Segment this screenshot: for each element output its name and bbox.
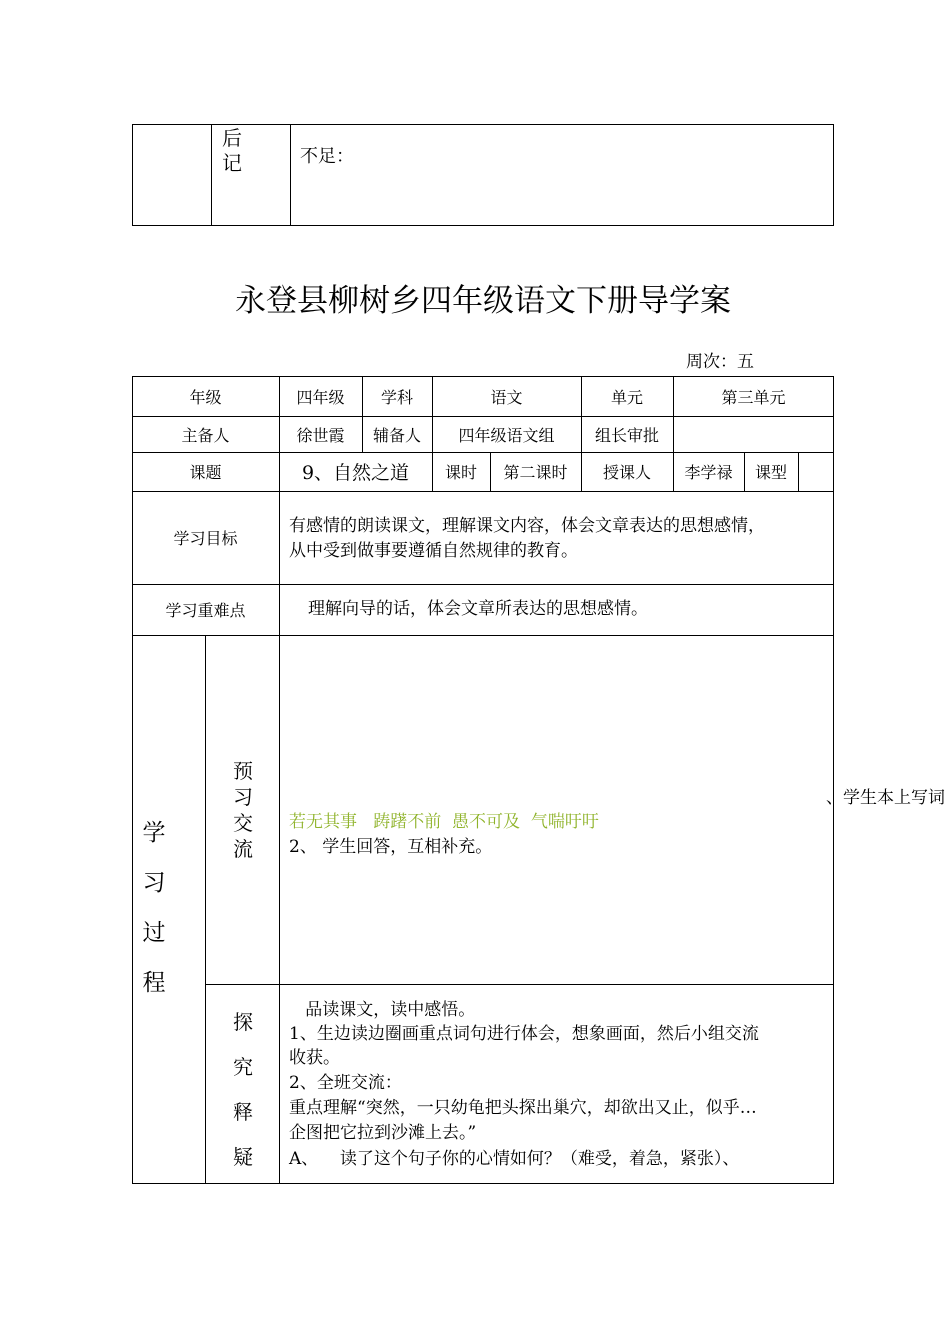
explore-line-3: 收获。 xyxy=(289,1048,340,1068)
page-title: 永登县柳树乡四年级语文下册导学案 xyxy=(235,283,731,319)
preview-overflow-text: 、学生本上写词 xyxy=(826,788,945,808)
goals-line-1: 有感情的朗读课文，理解课文内容，体会文章表达的思想感情， xyxy=(289,516,765,536)
preview-label: 预 习 交 流 xyxy=(233,759,253,861)
difficulty-label: 学习重难点 xyxy=(165,601,246,620)
shortcoming-label: 不足： xyxy=(300,146,354,167)
explore-line-1: 品读课文，读中感悟。 xyxy=(289,1000,476,1020)
previous-table-divider-2 xyxy=(290,124,291,226)
explore-line-7: A、 读了这个句子你的心情如何？（难受，着急，紧张）、 xyxy=(289,1149,740,1169)
assistant-preparer-value: 四年级语文组 xyxy=(458,425,555,445)
process-label: 学 习 过 程 xyxy=(142,820,166,996)
week-label: 周次：五 xyxy=(686,352,754,372)
explore-line-2: 1、生边读边圈画重点词句进行体会，想象画面，然后小组交流 xyxy=(289,1024,759,1044)
reviewer-label: 组长审批 xyxy=(594,425,659,445)
afterword-label: 后 记 xyxy=(222,126,242,175)
topic-value: 9、自然之道 xyxy=(301,462,410,484)
topic-label: 课题 xyxy=(189,463,222,482)
goals-line-2: 从中受到做事要遵循自然规律的教育。 xyxy=(289,541,578,561)
subject-value: 语文 xyxy=(490,387,523,407)
type-value xyxy=(798,452,834,491)
explore-line-5: 重点理解“突然，一只幼龟把头探出巢穴，却欲出又止，似乎… xyxy=(289,1098,757,1118)
main-preparer-value: 徐世霞 xyxy=(296,425,345,445)
subject-label: 学科 xyxy=(380,387,413,407)
explore-line-4: 2、全班交流： xyxy=(289,1073,402,1093)
preview-line-2: 2、 学生回答，互相补充。 xyxy=(289,837,493,857)
reviewer-value xyxy=(673,416,834,452)
period-label: 课时 xyxy=(444,463,477,482)
unit-label: 单元 xyxy=(610,387,643,407)
goals-label: 学习目标 xyxy=(173,529,238,548)
type-label: 课型 xyxy=(754,463,787,482)
grade-label: 年级 xyxy=(189,387,222,407)
previous-table-divider-1 xyxy=(211,124,212,226)
explore-line-6: 企图把它拉到沙滩上去。” xyxy=(289,1123,477,1143)
difficulty-text: 理解向导的话，体会文章所表达的思想感情。 xyxy=(308,599,648,619)
preview-words-line: 若无其事 踌躇不前 愚不可及 气喘吁吁 xyxy=(289,812,599,832)
grade-value: 四年级 xyxy=(296,387,345,407)
period-value: 第二课时 xyxy=(503,463,568,482)
explore-label: 探 究 释 疑 xyxy=(233,1010,253,1169)
main-preparer-label: 主备人 xyxy=(181,425,230,445)
unit-value: 第三单元 xyxy=(721,387,786,407)
assistant-preparer-label: 辅备人 xyxy=(372,425,421,445)
teacher-value: 李学禄 xyxy=(684,463,733,482)
teacher-label: 授课人 xyxy=(602,463,651,482)
